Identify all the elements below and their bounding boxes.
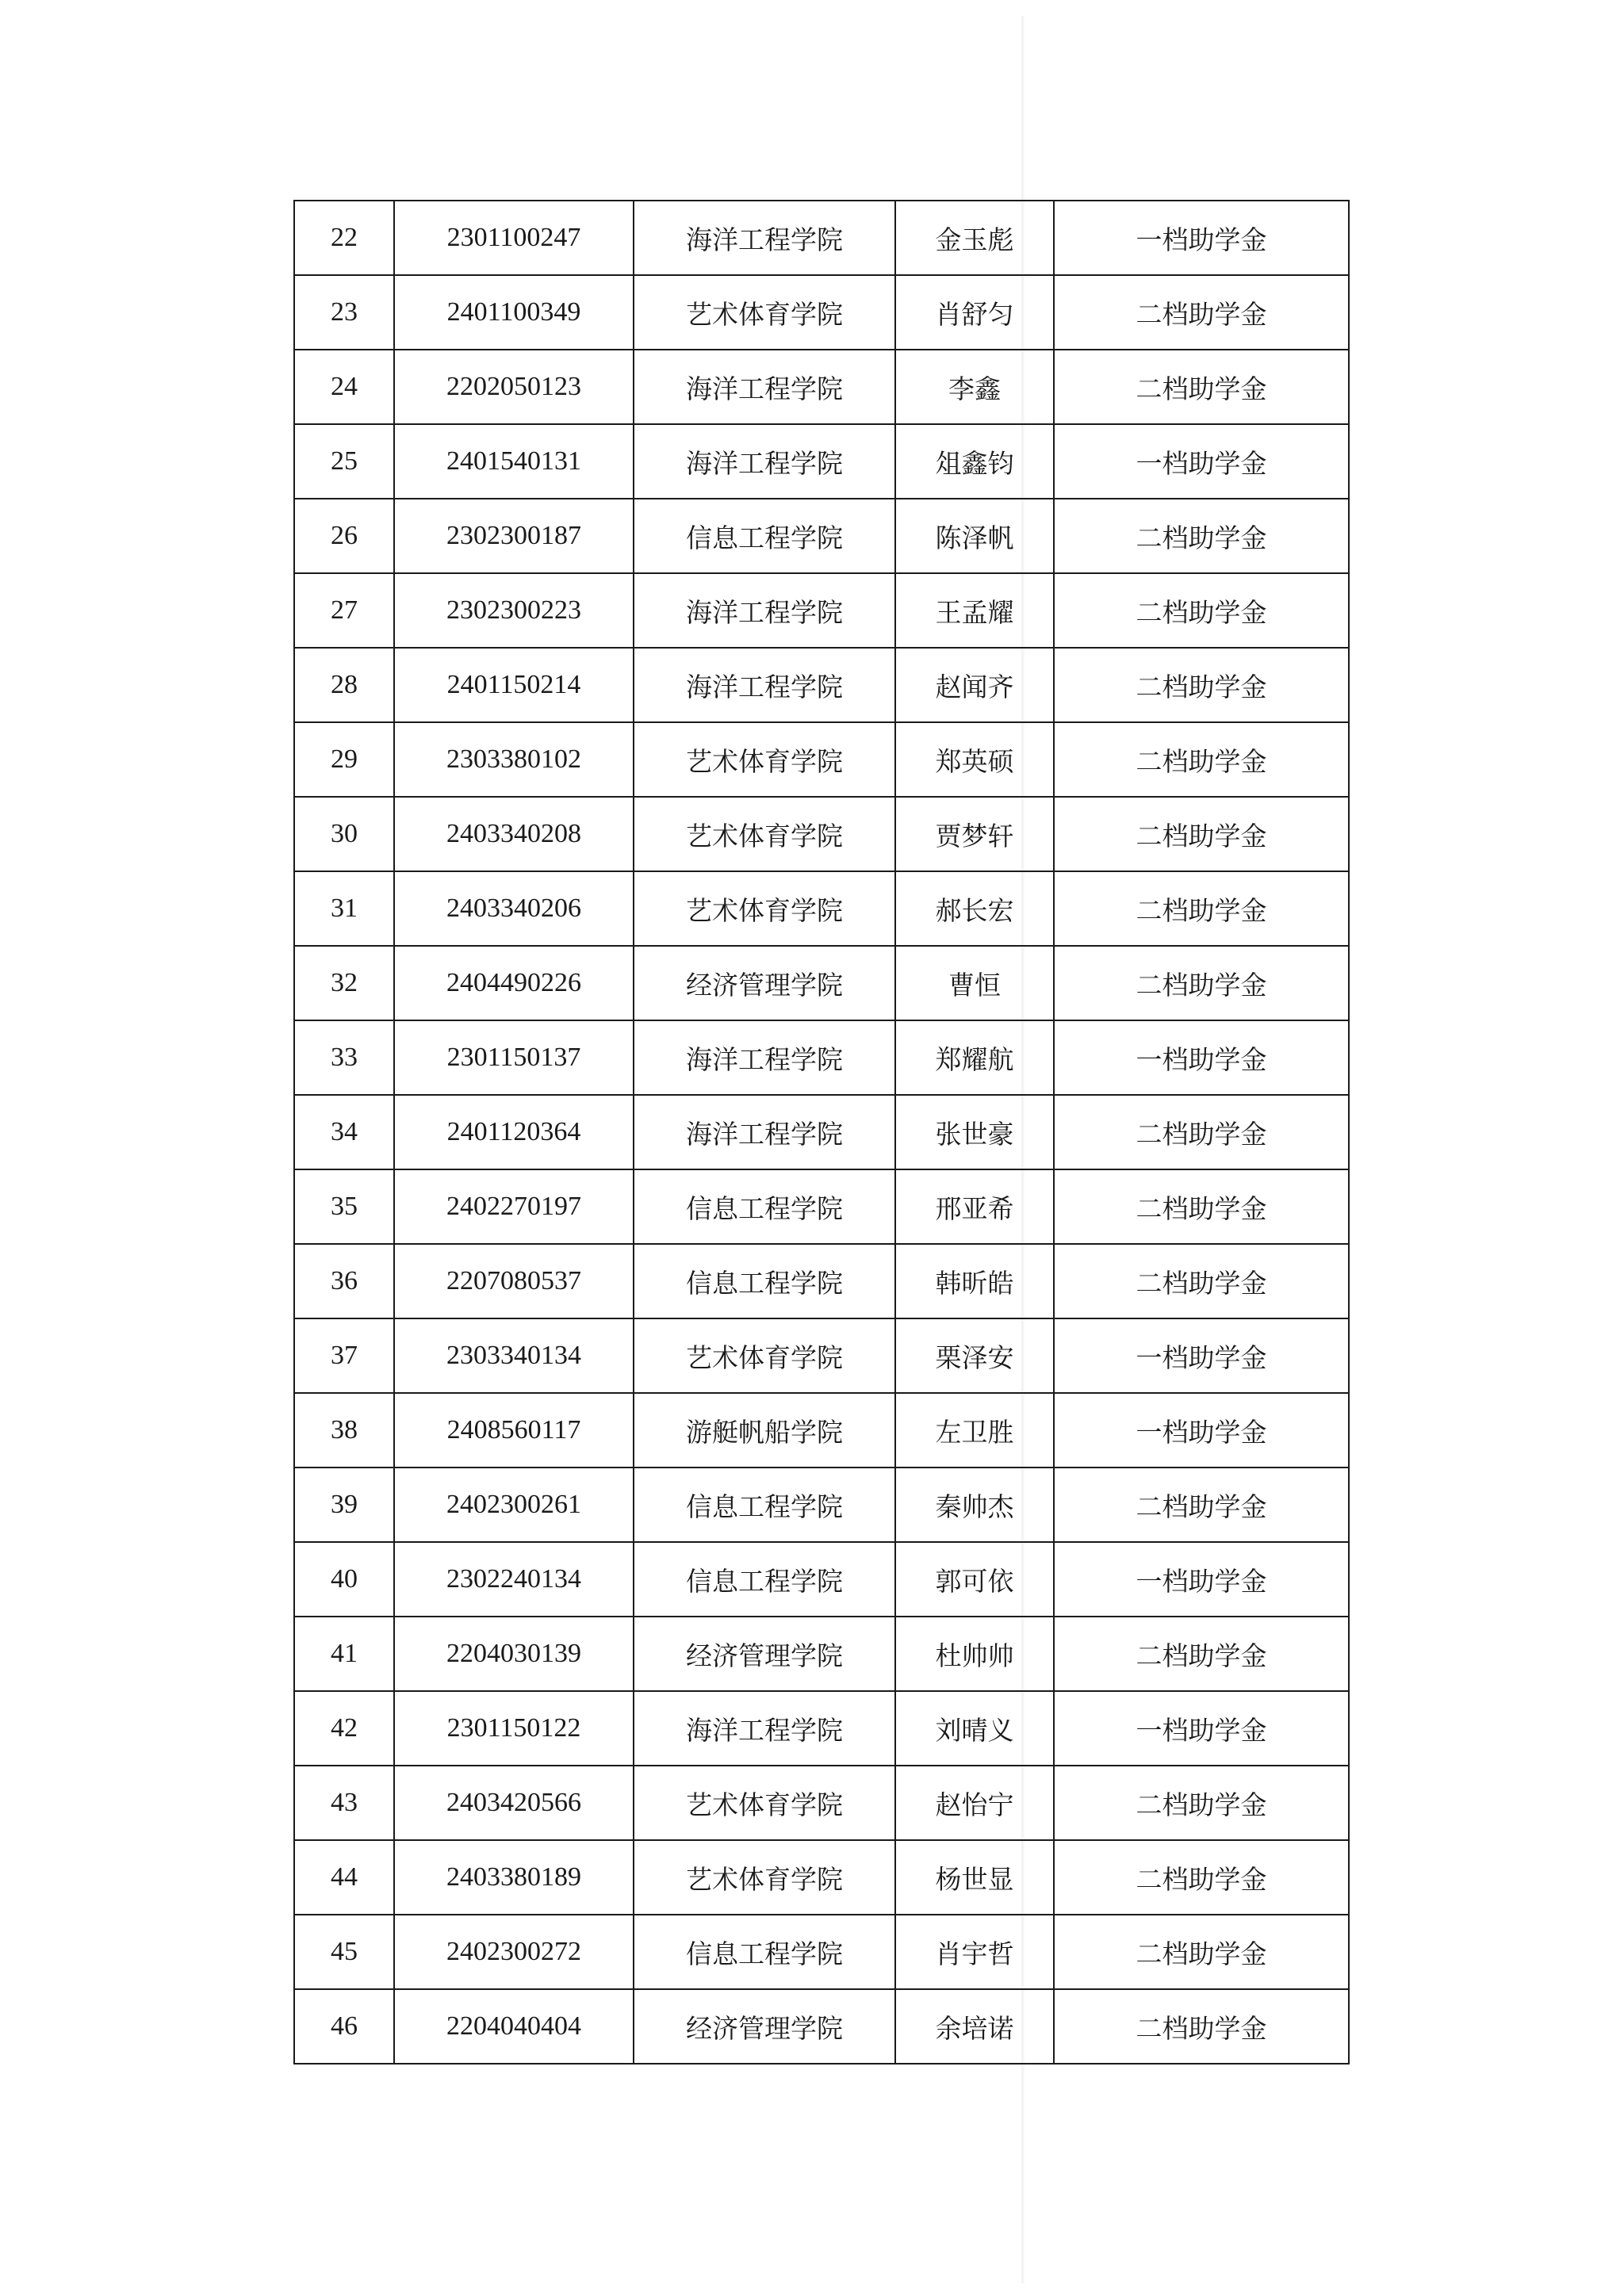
student-id-cell: 2401100349 [394,275,634,350]
row-number-cell: 36 [294,1244,394,1318]
student-id-cell: 2301150137 [394,1020,634,1095]
table-row [294,1542,1349,1617]
student-name-cell: 栗泽安 [895,1318,1054,1393]
table-row [294,1989,1349,2064]
table-row [294,275,1349,350]
student-id-cell: 2302300223 [394,573,634,648]
student-name-cell: 刘晴义 [895,1691,1054,1766]
student-name-cell: 郑英硕 [895,722,1054,797]
student-name-cell: 金玉彪 [895,201,1054,275]
student-name-cell: 杜帅帅 [895,1617,1054,1691]
college-cell: 海洋工程学院 [634,1691,895,1766]
row-number-cell: 23 [294,275,394,350]
row-number-cell: 22 [294,201,394,275]
college-cell: 海洋工程学院 [634,573,895,648]
student-name-cell: 张世豪 [895,1095,1054,1169]
row-number-cell: 46 [294,1989,394,2064]
student-name-cell: 赵怡宁 [895,1766,1054,1840]
grant-level-cell: 二档助学金 [1054,350,1349,424]
grant-level-cell: 二档助学金 [1054,871,1349,946]
student-name-cell: 左卫胜 [895,1393,1054,1468]
table-row [294,946,1349,1020]
grant-level-cell: 一档助学金 [1054,1393,1349,1468]
student-id-cell: 2204040404 [394,1989,634,2064]
grant-level-cell: 二档助学金 [1054,1915,1349,1989]
student-name-cell: 肖舒匀 [895,275,1054,350]
student-id-cell: 2402300272 [394,1915,634,1989]
student-name-cell: 肖宇哲 [895,1915,1054,1989]
student-id-cell: 2401150214 [394,648,634,722]
row-number-cell: 44 [294,1840,394,1915]
grant-level-cell: 一档助学金 [1054,201,1349,275]
table-row [294,201,1349,275]
student-name-cell: 余培诺 [895,1989,1054,2064]
student-name-cell: 秦帅杰 [895,1468,1054,1542]
student-id-cell: 2402270197 [394,1169,634,1244]
table-row [294,797,1349,871]
student-name-cell: 郑耀航 [895,1020,1054,1095]
student-name-cell: 赵闻齐 [895,648,1054,722]
student-id-cell: 2207080537 [394,1244,634,1318]
table-row [294,350,1349,424]
grant-level-cell: 二档助学金 [1054,648,1349,722]
student-name-cell: 俎鑫钧 [895,424,1054,499]
row-number-cell: 24 [294,350,394,424]
row-number-cell: 29 [294,722,394,797]
table-row [294,1095,1349,1169]
grant-level-cell: 二档助学金 [1054,1095,1349,1169]
college-cell: 海洋工程学院 [634,1020,895,1095]
college-cell: 海洋工程学院 [634,350,895,424]
row-number-cell: 28 [294,648,394,722]
student-id-cell: 2302300187 [394,499,634,573]
student-name-cell: 郝长宏 [895,871,1054,946]
grant-recipient-table [293,200,1350,2064]
grant-level-cell: 二档助学金 [1054,1840,1349,1915]
college-cell: 艺术体育学院 [634,1318,895,1393]
grant-level-cell: 二档助学金 [1054,275,1349,350]
grant-level-cell: 二档助学金 [1054,1468,1349,1542]
row-number-cell: 33 [294,1020,394,1095]
row-number-cell: 38 [294,1393,394,1468]
table-row [294,1244,1349,1318]
row-number-cell: 31 [294,871,394,946]
college-cell: 信息工程学院 [634,1542,895,1617]
table-body [294,201,1349,2064]
table-row [294,1691,1349,1766]
table-row [294,1766,1349,1840]
student-name-cell: 曹恒 [895,946,1054,1020]
grant-level-cell: 一档助学金 [1054,1318,1349,1393]
table-row [294,648,1349,722]
table-row [294,1840,1349,1915]
student-id-cell: 2303380102 [394,722,634,797]
student-id-cell: 2403420566 [394,1766,634,1840]
table-row [294,1020,1349,1095]
student-id-cell: 2403380189 [394,1840,634,1915]
college-cell: 信息工程学院 [634,1169,895,1244]
college-cell: 信息工程学院 [634,499,895,573]
college-cell: 艺术体育学院 [634,1766,895,1840]
college-cell: 海洋工程学院 [634,424,895,499]
table-row [294,424,1349,499]
student-name-cell: 邢亚希 [895,1169,1054,1244]
table-row [294,871,1349,946]
college-cell: 艺术体育学院 [634,1840,895,1915]
student-id-cell: 2401120364 [394,1095,634,1169]
grant-level-cell: 一档助学金 [1054,1691,1349,1766]
grant-level-cell: 一档助学金 [1054,1020,1349,1095]
grant-recipient-table-container [293,200,1348,2064]
table-row [294,499,1349,573]
college-cell: 艺术体育学院 [634,797,895,871]
row-number-cell: 30 [294,797,394,871]
student-id-cell: 2404490226 [394,946,634,1020]
table-row [294,1468,1349,1542]
row-number-cell: 32 [294,946,394,1020]
student-id-cell: 2401540131 [394,424,634,499]
student-id-cell: 2403340208 [394,797,634,871]
college-cell: 经济管理学院 [634,946,895,1020]
table-row [294,573,1349,648]
student-id-cell: 2402300261 [394,1468,634,1542]
row-number-cell: 37 [294,1318,394,1393]
student-name-cell: 韩昕皓 [895,1244,1054,1318]
student-id-cell: 2403340206 [394,871,634,946]
student-id-cell: 2303340134 [394,1318,634,1393]
table-row [294,1915,1349,1989]
grant-level-cell: 二档助学金 [1054,722,1349,797]
row-number-cell: 39 [294,1468,394,1542]
row-number-cell: 34 [294,1095,394,1169]
student-name-cell: 郭可依 [895,1542,1054,1617]
grant-level-cell: 二档助学金 [1054,573,1349,648]
college-cell: 海洋工程学院 [634,648,895,722]
student-id-cell: 2301100247 [394,201,634,275]
grant-level-cell: 二档助学金 [1054,946,1349,1020]
row-number-cell: 45 [294,1915,394,1989]
student-id-cell: 2204030139 [394,1617,634,1691]
student-name-cell: 杨世显 [895,1840,1054,1915]
student-id-cell: 2301150122 [394,1691,634,1766]
grant-level-cell: 二档助学金 [1054,797,1349,871]
table-row [294,1617,1349,1691]
student-id-cell: 2302240134 [394,1542,634,1617]
row-number-cell: 27 [294,573,394,648]
student-name-cell: 李鑫 [895,350,1054,424]
college-cell: 艺术体育学院 [634,275,895,350]
college-cell: 信息工程学院 [634,1244,895,1318]
row-number-cell: 40 [294,1542,394,1617]
college-cell: 经济管理学院 [634,1989,895,2064]
grant-level-cell: 二档助学金 [1054,1244,1349,1318]
table-row [294,1318,1349,1393]
college-cell: 海洋工程学院 [634,201,895,275]
college-cell: 信息工程学院 [634,1915,895,1989]
college-cell: 艺术体育学院 [634,722,895,797]
college-cell: 经济管理学院 [634,1617,895,1691]
grant-level-cell: 二档助学金 [1054,1766,1349,1840]
student-id-cell: 2408560117 [394,1393,634,1468]
grant-level-cell: 二档助学金 [1054,1169,1349,1244]
student-name-cell: 贾梦轩 [895,797,1054,871]
table-row [294,1169,1349,1244]
row-number-cell: 42 [294,1691,394,1766]
grant-level-cell: 一档助学金 [1054,1542,1349,1617]
grant-level-cell: 一档助学金 [1054,424,1349,499]
student-name-cell: 陈泽帆 [895,499,1054,573]
college-cell: 艺术体育学院 [634,871,895,946]
college-cell: 信息工程学院 [634,1468,895,1542]
row-number-cell: 41 [294,1617,394,1691]
student-id-cell: 2202050123 [394,350,634,424]
college-cell: 游艇帆船学院 [634,1393,895,1468]
grant-level-cell: 二档助学金 [1054,499,1349,573]
row-number-cell: 25 [294,424,394,499]
grant-level-cell: 二档助学金 [1054,1617,1349,1691]
table-row [294,722,1349,797]
table-row [294,1393,1349,1468]
student-name-cell: 王孟耀 [895,573,1054,648]
row-number-cell: 26 [294,499,394,573]
row-number-cell: 43 [294,1766,394,1840]
college-cell: 海洋工程学院 [634,1095,895,1169]
row-number-cell: 35 [294,1169,394,1244]
grant-level-cell: 二档助学金 [1054,1989,1349,2064]
